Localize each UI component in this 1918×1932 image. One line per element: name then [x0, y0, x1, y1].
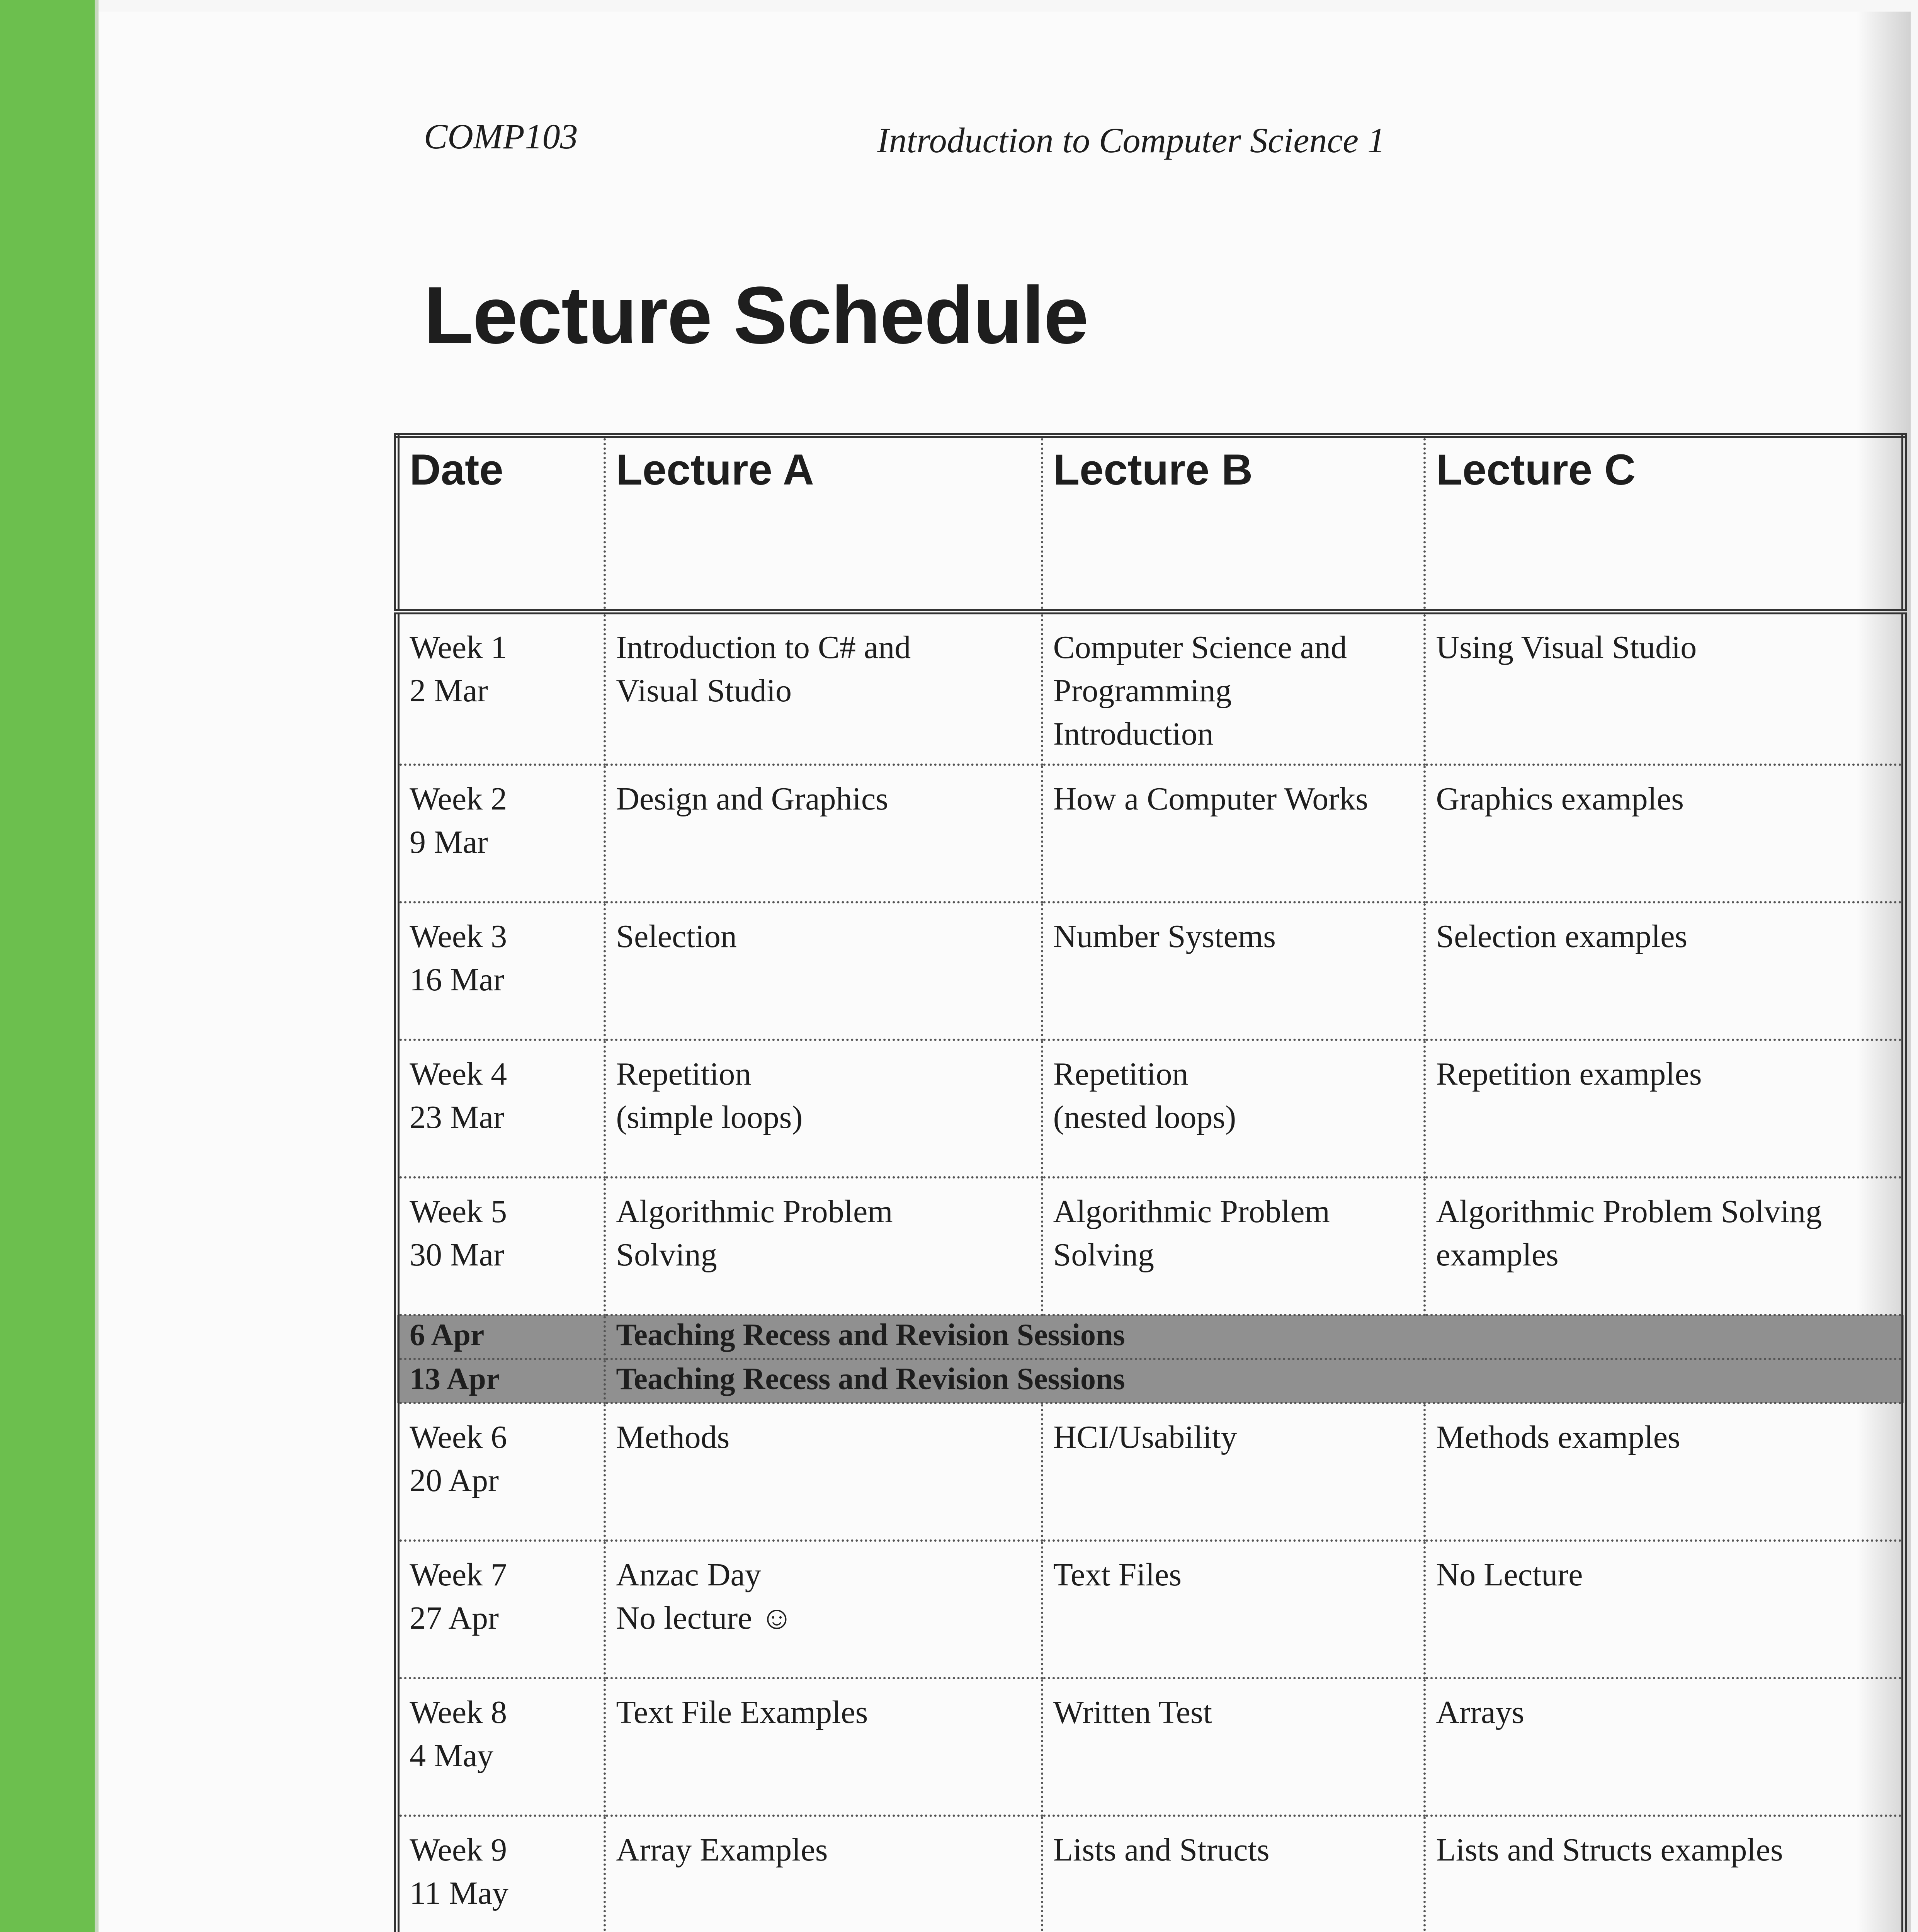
lecture-a-text: Text File Examples — [616, 1694, 868, 1730]
column-header-lecture-b: Lecture B — [1042, 435, 1425, 612]
recess-row — [397, 1359, 1904, 1403]
lecture-a-cell — [605, 1678, 1042, 1816]
lecture-a-text: Anzac Day — [616, 1557, 761, 1593]
week-date: 30 Mar — [410, 1237, 504, 1273]
lecture-a-cell — [605, 1816, 1042, 1932]
lecture-a-text: No lecture ☺ — [616, 1600, 794, 1636]
lecture-c-cell — [1425, 765, 1904, 902]
date-cell — [397, 1315, 605, 1359]
lecture-b-cell — [1042, 1177, 1425, 1315]
lecture-c-cell — [1425, 612, 1904, 765]
lecture-c-cell — [1425, 902, 1904, 1040]
lecture-c-text: Algorithmic Problem Solving — [1436, 1194, 1822, 1230]
lecture-b-text: Repetition — [1053, 1056, 1189, 1092]
lecture-b-cell — [1042, 902, 1425, 1040]
lecture-a-cell — [605, 1177, 1042, 1315]
table-row — [397, 1040, 1904, 1177]
lecture-c-text: Repetition examples — [1436, 1056, 1702, 1092]
week-label: Week 3 — [410, 918, 507, 954]
week-label: Week 7 — [410, 1557, 507, 1593]
lecture-b-text: Number Systems — [1053, 918, 1276, 954]
lecture-a-text: Introduction to C# and — [616, 629, 911, 665]
week-label: Week 2 — [410, 781, 507, 817]
lecture-b-cell — [1042, 1541, 1425, 1678]
date-cell — [397, 1177, 605, 1315]
lecture-a-text: Array Examples — [616, 1832, 828, 1868]
week-date: 4 May — [410, 1738, 493, 1774]
date-cell — [397, 1359, 605, 1403]
table-row — [397, 1816, 1904, 1932]
date-cell — [397, 1541, 605, 1678]
lecture-a-cell — [605, 1040, 1042, 1177]
table-row — [397, 1177, 1904, 1315]
green-binding-strip — [0, 0, 95, 1932]
lecture-b-text: Introduction — [1053, 716, 1214, 752]
lecture-b-text: Algorithmic Problem — [1053, 1194, 1330, 1230]
week-label: Week 1 — [410, 629, 507, 665]
lecture-a-text: Solving — [616, 1237, 717, 1273]
column-header-lecture-a: Lecture A — [605, 435, 1042, 612]
week-date: 11 May — [410, 1875, 508, 1911]
week-date: 2 Mar — [410, 673, 488, 709]
week-date: 16 Mar — [410, 962, 504, 998]
column-header-date: Date — [397, 435, 605, 612]
table-row — [397, 765, 1904, 902]
column-header-lecture-c: Lecture C — [1425, 435, 1904, 612]
week-label: Week 9 — [410, 1832, 507, 1868]
course-code: COMP103 — [424, 117, 578, 156]
lecture-b-cell — [1042, 1403, 1425, 1541]
week-date: 20 Apr — [410, 1463, 499, 1498]
date-cell — [397, 1403, 605, 1541]
table-row — [397, 1403, 1904, 1541]
lecture-b-text: How a Computer Works — [1053, 781, 1368, 817]
lecture-c-text: examples — [1436, 1237, 1559, 1273]
week-label: Week 8 — [410, 1694, 507, 1730]
page-title: Lecture Schedule — [424, 270, 1088, 361]
lecture-b-text: HCI/Usability — [1053, 1419, 1237, 1455]
lecture-c-cell — [1425, 1403, 1904, 1541]
date-cell — [397, 1040, 605, 1177]
lecture-c-text: Selection examples — [1436, 918, 1688, 954]
date-cell — [397, 1816, 605, 1932]
lecture-c-text: No Lecture — [1436, 1557, 1583, 1593]
table-header-row — [397, 435, 1904, 612]
lecture-b-cell — [1042, 1678, 1425, 1816]
week-label: Week 6 — [410, 1419, 507, 1455]
lecture-a-cell — [605, 1541, 1042, 1678]
session-label: Teaching Recess and Revision Sessions — [616, 1318, 1125, 1352]
lecture-c-text: Arrays — [1436, 1694, 1525, 1730]
lecture-b-text: Text Files — [1053, 1557, 1182, 1593]
lecture-c-text: Using Visual Studio — [1436, 629, 1697, 665]
week-date: 23 Mar — [410, 1099, 504, 1135]
recess-row — [397, 1315, 1904, 1359]
lecture-b-text: (nested loops) — [1053, 1099, 1236, 1135]
lecture-b-text: Programming — [1053, 673, 1232, 709]
date-cell — [397, 1678, 605, 1816]
lecture-b-text: Written Test — [1053, 1694, 1212, 1730]
lecture-a-text: Repetition — [616, 1056, 752, 1092]
week-label: Week 5 — [410, 1194, 507, 1230]
lecture-a-text: Design and Graphics — [616, 781, 888, 817]
table-row — [397, 1678, 1904, 1816]
row-date: 13 Apr — [410, 1362, 500, 1396]
lecture-a-cell — [605, 1403, 1042, 1541]
table-row — [397, 1541, 1904, 1678]
lecture-b-text: Solving — [1053, 1237, 1155, 1273]
lecture-schedule-table — [394, 433, 1907, 1932]
date-cell — [397, 612, 605, 765]
lecture-c-text: Graphics examples — [1436, 781, 1684, 817]
date-cell — [397, 765, 605, 902]
lecture-b-cell — [1042, 1816, 1425, 1932]
lecture-b-cell — [1042, 612, 1425, 765]
lecture-c-text: Lists and Structs examples — [1436, 1832, 1783, 1868]
date-cell — [397, 902, 605, 1040]
lecture-c-cell — [1425, 1040, 1904, 1177]
lecture-c-cell — [1425, 1177, 1904, 1315]
session-label-cell — [605, 1315, 1904, 1359]
lecture-a-text: Visual Studio — [616, 673, 792, 709]
lecture-b-cell — [1042, 1040, 1425, 1177]
lecture-a-cell — [605, 765, 1042, 902]
lecture-c-cell — [1425, 1541, 1904, 1678]
week-date: 27 Apr — [410, 1600, 499, 1636]
lecture-b-cell — [1042, 765, 1425, 902]
session-label: Teaching Recess and Revision Sessions — [616, 1362, 1125, 1396]
lecture-a-text: Algorithmic Problem — [616, 1194, 893, 1230]
lecture-c-cell — [1425, 1816, 1904, 1932]
document-page — [99, 12, 1911, 1932]
week-date: 9 Mar — [410, 824, 488, 860]
session-label-cell — [605, 1359, 1904, 1403]
schedule-body — [397, 612, 1904, 1932]
lecture-c-cell — [1425, 1678, 1904, 1816]
course-title: Introduction to Computer Science 1 — [877, 121, 1385, 160]
lecture-c-text: Methods examples — [1436, 1419, 1680, 1455]
lecture-b-text: Lists and Structs — [1053, 1832, 1270, 1868]
lecture-b-text: Computer Science and — [1053, 629, 1347, 665]
week-label: Week 4 — [410, 1056, 507, 1092]
table-row — [397, 902, 1904, 1040]
row-date: 6 Apr — [410, 1318, 485, 1352]
lecture-a-cell — [605, 612, 1042, 765]
table-row — [397, 612, 1904, 765]
lecture-a-text: Methods — [616, 1419, 730, 1455]
lecture-a-text: Selection — [616, 918, 737, 954]
lecture-a-cell — [605, 902, 1042, 1040]
lecture-a-text: (simple loops) — [616, 1099, 803, 1135]
